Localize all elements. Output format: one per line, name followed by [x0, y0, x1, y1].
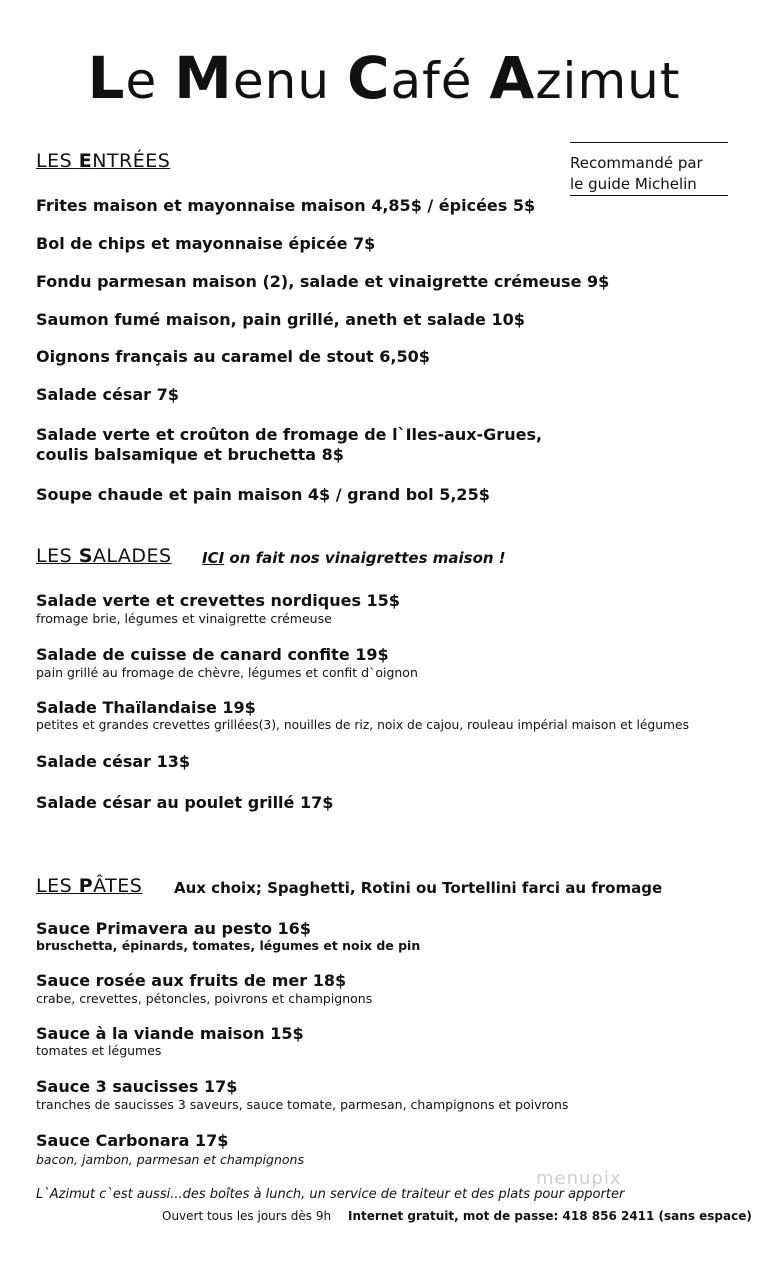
michelin-line-1: Recommandé par	[570, 154, 703, 172]
menu-item: Salade césar au poulet grillé 17$	[36, 793, 334, 812]
menu-item: Sauce 3 saucisses 17$	[36, 1077, 238, 1096]
menu-item: Sauce rosée aux fruits de mer 18$	[36, 971, 347, 990]
menu-item: Salade de cuisse de canard confite 19$	[36, 645, 389, 664]
menu-item: Sauce Carbonara 17$	[36, 1131, 229, 1150]
watermark: menupix	[536, 1168, 622, 1189]
footer-wifi: Internet gratuit, mot de passe: 418 856 2411 (sans espace)	[348, 1209, 752, 1223]
menu-item: Salade Thaïlandaise 19$	[36, 698, 256, 717]
section-heading-entrees: LES ENTRÉES	[36, 150, 171, 172]
title-letter: A	[489, 44, 536, 112]
section-heading-pates: LES PÂTES	[36, 875, 143, 897]
menu-item: Salade verte et croûton de fromage de l`Iles-aux-Grues,	[36, 425, 543, 444]
pasta-choice-note: Aux choix; Spaghetti, Rotini ou Tortellini farci au fromage	[174, 879, 663, 897]
menu-item-description: tranches de saucisses 3 saveurs, sauce tomate, parmesan, champignons et poivrons	[36, 1097, 569, 1112]
menu-item: Salade césar 13$	[36, 752, 190, 771]
menu-item: Oignons français au caramel de stout 6,50$	[36, 347, 430, 366]
michelin-recommendation	[570, 142, 728, 196]
section-heading-salades: LES SALADES	[36, 545, 172, 567]
title-part: e	[125, 52, 175, 110]
menu-item-description: bacon, jambon, parmesan et champignons	[36, 1152, 304, 1167]
vinaigrette-note: ICI on fait nos vinaigrettes maison !	[202, 549, 506, 567]
menu-item-description: bruschetta, épinards, tomates, légumes et noix de pin	[36, 938, 421, 953]
menu-item-description: tomates et légumes	[36, 1043, 162, 1058]
menu-title	[0, 44, 768, 112]
title-part: afé	[390, 52, 490, 110]
menu-item: Saumon fumé maison, pain grillé, aneth et salade 10$	[36, 310, 525, 329]
menu-item: Sauce à la viande maison 15$	[36, 1024, 304, 1043]
menu-item-description: pain grillé au fromage de chèvre, légumes et confit d`oignon	[36, 665, 418, 680]
menu-item: Salade césar 7$	[36, 385, 179, 404]
menu-item: Frites maison et mayonnaise maison 4,85$ / épicées 5$	[36, 196, 536, 215]
menu-item-description: petites et grandes crevettes grillées(3), nouilles de riz, noix de cajou, rouleau impérial maison et légumes	[36, 718, 689, 732]
menu-item: Sauce Primavera au pesto 16$	[36, 919, 311, 938]
title-letter: M	[174, 44, 233, 112]
menu-item: Salade verte et crevettes nordiques 15$	[36, 591, 400, 610]
menu-item: Bol de chips et mayonnaise épicée 7$	[36, 234, 376, 253]
title-letter: L	[87, 44, 126, 112]
menu-item-description: crabe, crevettes, pétoncles, poivrons et champignons	[36, 991, 373, 1006]
michelin-line-2: le guide Michelin	[570, 174, 728, 196]
menu-item-description: fromage brie, légumes et vinaigrette crémeuse	[36, 611, 332, 626]
menu-item: Soupe chaude et pain maison 4$ / grand bol 5,25$	[36, 485, 490, 504]
menu-item-continued: coulis balsamique et bruchetta 8$	[36, 445, 344, 464]
title-part: enu	[232, 52, 347, 110]
title-part: zimut	[535, 52, 681, 110]
footer-hours: Ouvert tous les jours dès 9h	[162, 1209, 332, 1223]
title-letter: C	[346, 44, 391, 112]
menu-item: Fondu parmesan maison (2), salade et vinaigrette crémeuse 9$	[36, 272, 610, 291]
footer-services: L`Azimut c`est aussi...des boîtes à lunch, un service de traiteur et des plats pour apporter	[36, 1187, 625, 1202]
